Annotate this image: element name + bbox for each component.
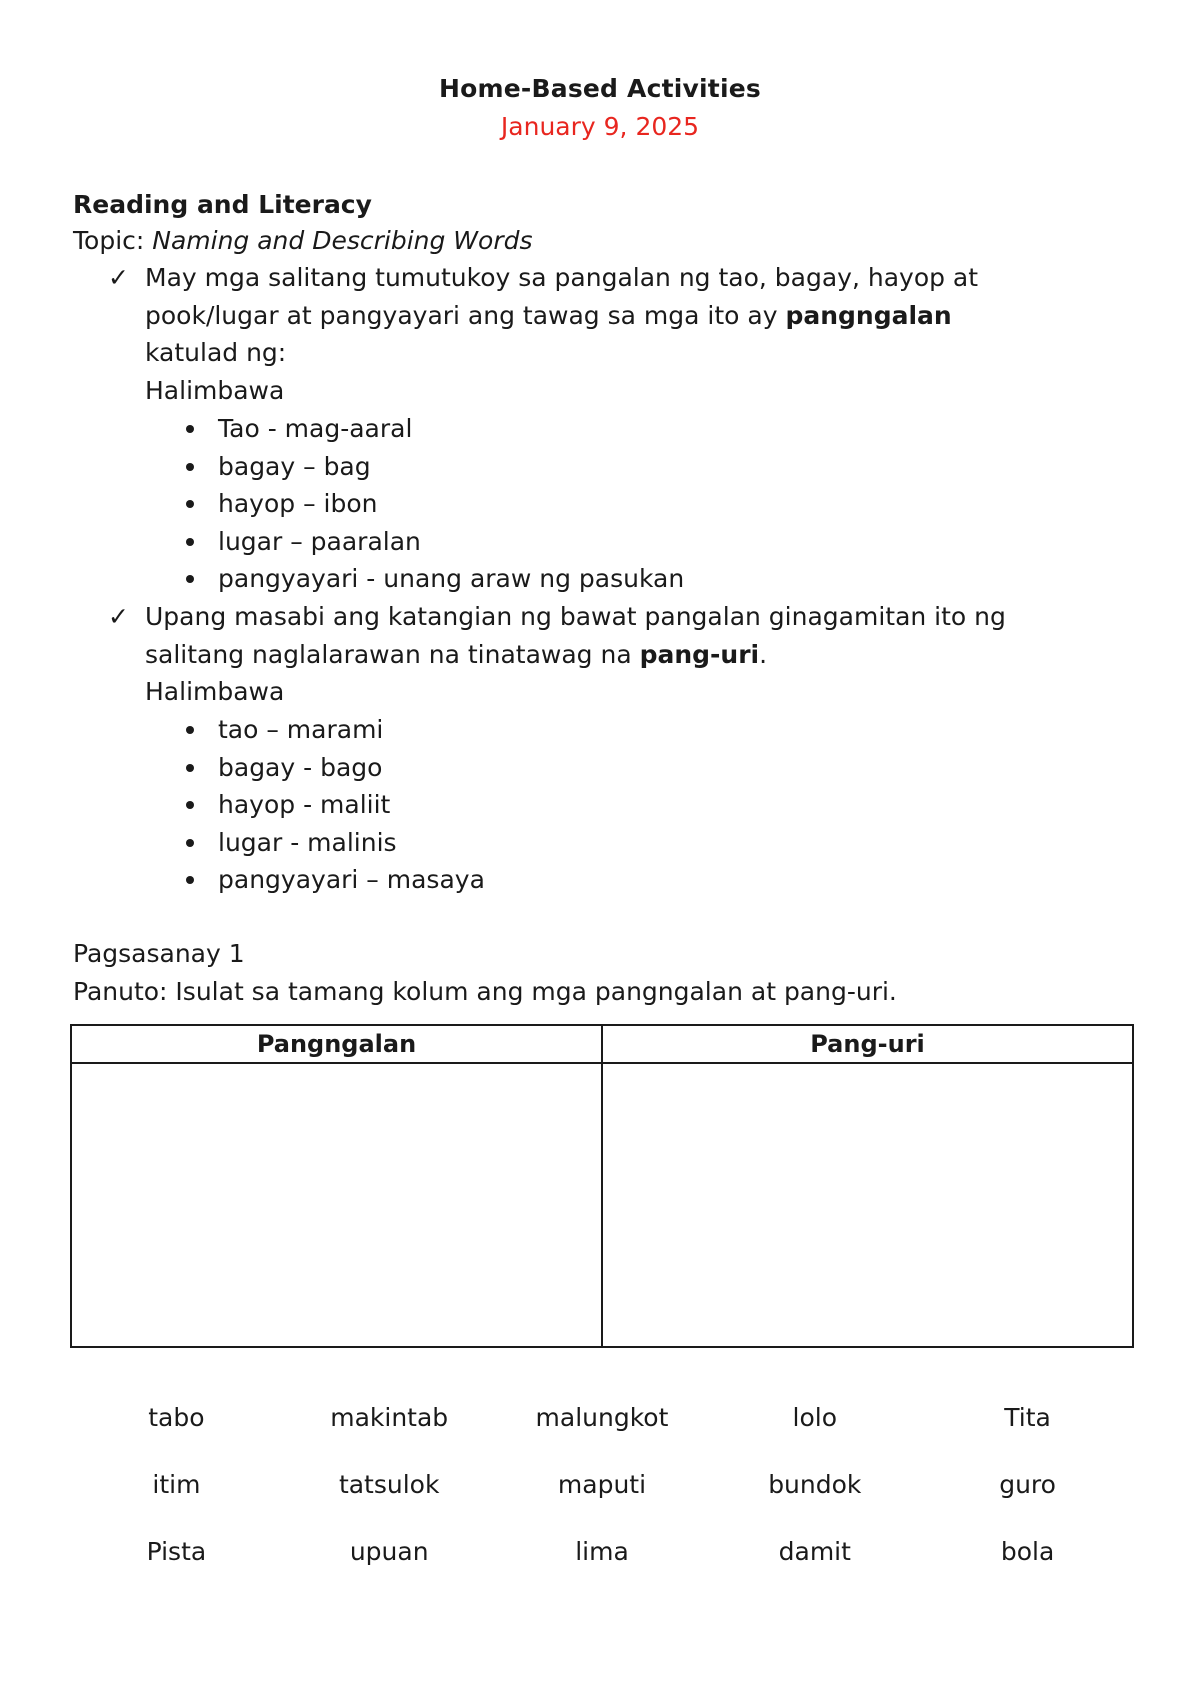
list-item <box>183 824 485 862</box>
bullet-icon <box>186 839 194 847</box>
bullet-icon <box>186 500 194 508</box>
list-item <box>183 560 684 598</box>
adjective-line-2-end: . <box>759 639 768 669</box>
noun-line-1: May mga salitang tumutukoy sa pangalan ng tao, bagay, hayop at <box>145 263 979 292</box>
table-row <box>71 1063 1133 1347</box>
bullet-icon <box>186 726 194 734</box>
section-heading: Reading and Literacy <box>73 190 372 219</box>
list-item <box>183 410 684 448</box>
word-bank-item: bundok <box>768 1470 862 1499</box>
answer-cell-pang-uri[interactable] <box>602 1063 1133 1347</box>
adjective-example-list <box>183 711 485 899</box>
word-bank <box>70 1400 1134 1570</box>
adjective-definition <box>145 598 1006 673</box>
check-mark-icon: ✓ <box>108 263 129 292</box>
word-bank-item: Tita <box>1004 1403 1051 1432</box>
table-header-row <box>71 1025 1133 1063</box>
bullet-icon <box>186 463 194 471</box>
list-item-text: hayop - maliit <box>218 790 391 820</box>
noun-line-2-text: pook/lugar at pangyayari ang tawag sa mga ito ay <box>145 300 786 330</box>
noun-keyword: pangngalan <box>785 300 952 330</box>
list-item <box>183 448 684 486</box>
bullet-icon <box>186 876 194 884</box>
word-bank-item: tabo <box>148 1403 205 1432</box>
list-item <box>183 749 485 787</box>
topic-label: Topic: <box>73 226 153 255</box>
check-mark-icon: ✓ <box>108 602 129 631</box>
adjective-line-1: Upang masabi ang katangian ng bawat pangalan ginagamitan ito ng <box>145 602 1006 631</box>
word-bank-item: upuan <box>349 1537 429 1566</box>
noun-line-3: katulad ng: <box>145 338 287 367</box>
list-item-text: Tao - mag-aaral <box>218 414 413 443</box>
bullet-icon <box>186 425 194 433</box>
word-bank-item: bola <box>1000 1537 1055 1566</box>
adjective-example-label: Halimbawa <box>145 677 285 706</box>
word-bank-item: guro <box>999 1470 1056 1499</box>
adjective-line-2-text: salitang naglalarawan na tinatawag na <box>145 639 640 669</box>
answer-table <box>70 1024 1134 1348</box>
word-bank-item: damit <box>778 1537 851 1566</box>
noun-example-list <box>183 410 684 598</box>
list-item <box>183 861 485 899</box>
list-item <box>183 485 684 523</box>
word-bank-item: lolo <box>792 1403 838 1432</box>
list-item-text: tao – marami <box>218 715 384 744</box>
list-item-text: bagay – bag <box>218 451 371 481</box>
bullet-icon <box>186 801 194 809</box>
practice-instruction: Panuto: Isulat sa tamang kolum ang mga pangngalan at pang-uri. <box>73 977 897 1006</box>
column-header-pangngalan: Pangngalan <box>71 1025 602 1063</box>
bullet-icon <box>186 538 194 546</box>
noun-line-2 <box>145 297 978 335</box>
word-bank-item: tatsulok <box>338 1470 440 1499</box>
noun-definition <box>145 259 978 372</box>
word-bank-item: Pista <box>146 1537 207 1566</box>
list-item <box>183 523 684 561</box>
list-item-text: pangyayari - unang araw ng pasukan <box>218 564 685 594</box>
page-date: January 9, 2025 <box>500 112 700 141</box>
word-bank-item: maputi <box>557 1470 647 1499</box>
adjective-keyword: pang-uri <box>639 639 760 669</box>
word-bank-item: itim <box>152 1470 201 1499</box>
list-item-text: hayop – ibon <box>218 489 378 519</box>
page-title: Home-Based Activities <box>439 74 761 103</box>
list-item-text: bagay - bago <box>218 752 383 782</box>
column-header-pang-uri: Pang-uri <box>602 1025 1133 1063</box>
list-item <box>183 711 485 749</box>
list-item-text: pangyayari – masaya <box>218 865 485 895</box>
list-item-text: lugar - malinis <box>218 827 397 857</box>
adjective-line-2 <box>145 636 1006 674</box>
answer-cell-pangngalan[interactable] <box>71 1063 602 1347</box>
bullet-icon <box>186 764 194 772</box>
practice-title: Pagsasanay 1 <box>73 939 245 968</box>
list-item-text: lugar – paaralan <box>218 526 421 556</box>
word-bank-item: makintab <box>330 1403 449 1432</box>
word-bank-item: malungkot <box>535 1403 669 1432</box>
word-bank-item: lima <box>575 1537 629 1566</box>
bullet-icon <box>186 575 194 583</box>
noun-example-label: Halimbawa <box>145 376 285 405</box>
topic-line <box>73 222 533 260</box>
topic-value: Naming and Describing Words <box>152 226 533 255</box>
list-item <box>183 786 485 824</box>
